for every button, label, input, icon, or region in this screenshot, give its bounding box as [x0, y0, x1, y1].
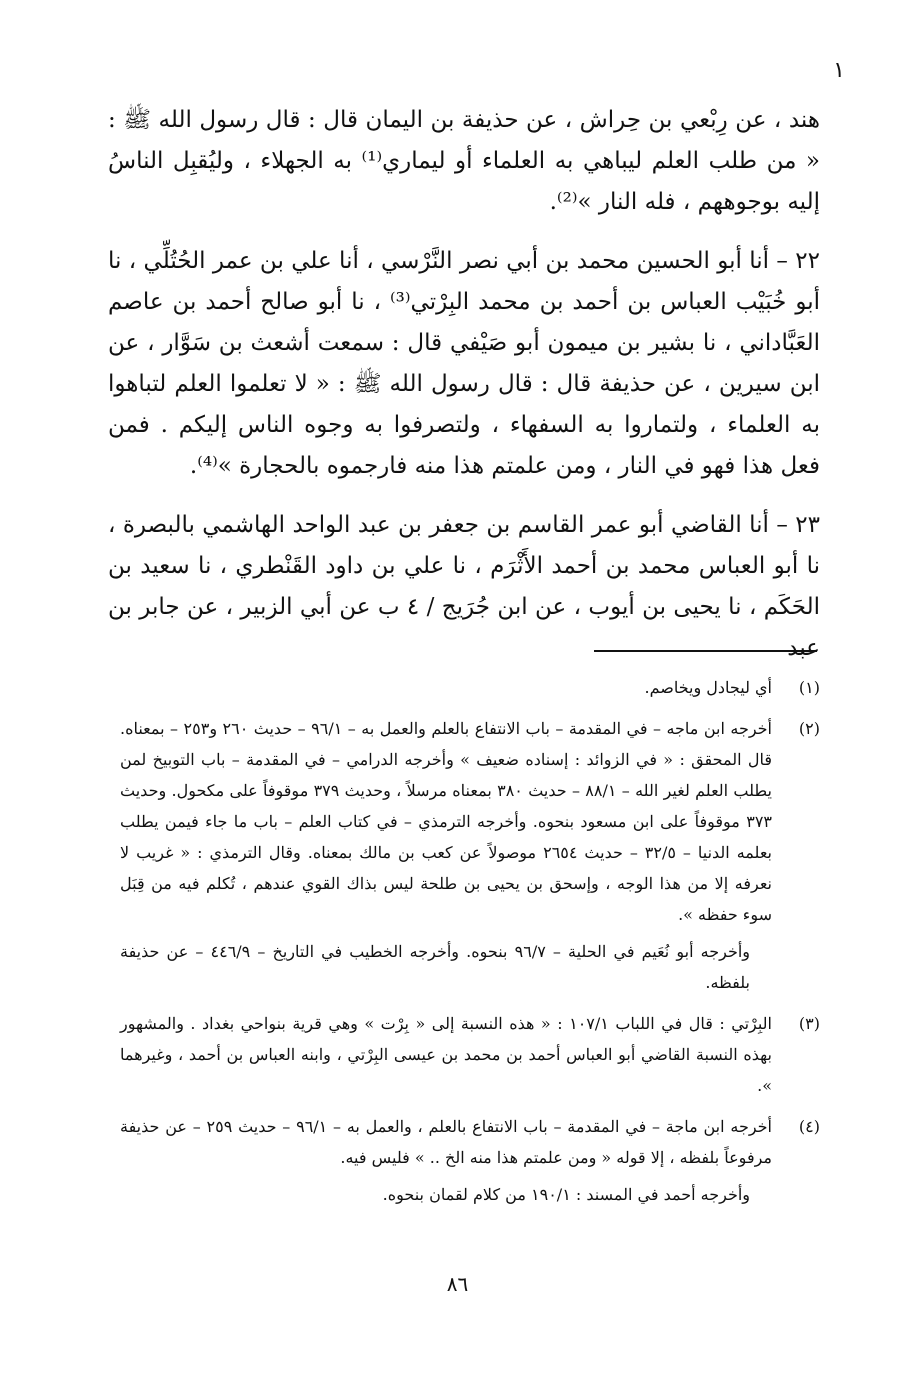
footnote-divider: [594, 650, 817, 652]
footnotes: [120, 672, 820, 1220]
footnote-extra: وأخرجه أحمد في المسند : ١٩٠/١ من كلام لقمان بنحوه.: [382, 1185, 750, 1204]
page-number: ٨٦: [446, 1272, 469, 1296]
footnote-2: [120, 713, 820, 998]
footnote-body: أخرجه ابن ماجة – في المقدمة – باب الانتفاع بالعلم ، والعمل به – ٩٦/١ – حديث ٢٥٩ – عن حذيفة مرفوعاً بلفظه ، إلا قوله « ومن علمتم هذا منه الخ .. » فليس فيه.: [120, 1117, 772, 1167]
paragraph-hadith-21-continuation: هند ، عن رِبْعي بن حِراش ، عن حذيفة بن اليمان قال : قال رسول الله ﷺ : « من طلب العلم ليباهي به العلماء أو ليماري⁽¹⁾ به الجهلاء ، وليُقبِل الناسُ إليه بوجوههم ، فله النار »⁽²⁾.: [108, 107, 820, 215]
paragraph-hadith-23: ٢٣ – أنا القاضي أبو عمر القاسم بن جعفر بن عبد الواحد الهاشمي بالبصرة ، نا أبو العباس محمد بن أحمد الأَثْرَم ، نا علي بن داود القَنْطري ، نا سعيد بن الحَكَم ، نا يحيى بن أيوب ، عن ابن جُرَيج / ٤ ب عن أبي الزبير ، عن جابر بن عبد: [108, 512, 820, 661]
paragraph-hadith-22: ٢٢ – أنا أبو الحسين محمد بن أبي نصر النَّرْسي ، أنا علي بن عمر الحُتُلِّي ، نا أبو خُبَيْب العباس بن أحمد بن محمد البِرْتي⁽³⁾ ، نا أبو صالح أحمد بن عاصم العَبَّاداني ، نا بشير بن ميمون أبو صَيْفي قال : سمعت أشعث بن سَوَّار ، عن ابن سيرين ، عن حذيفة قال : قال رسول الله ﷺ : « لا تعلموا العلم لتباهوا به العلماء ، ولتماروا به السفهاء ، ولتصرفوا به وجوه الناس إليكم . فمن فعل هذا فهو في النار ، ومن علمتم هذا منه فارجموه بالحجارة »⁽⁴⁾.: [108, 248, 820, 479]
footnote-body: أخرجه ابن ماجه – في المقدمة – باب الانتفاع بالعلم والعمل به – ٩٦/١ – حديث ٢٦٠ و٢٥٣ – بمعناه. قال المحقق : « في الزوائد : إسناده ضعيف » وأخرجه الدرامي – في المقدمة – باب التوبيخ لمن يطلب العلم لغير الله – ٨٨/١ – حديث ٣٨٠ بمعناه مرسلاً ، وحديث ٣٧٩ موقوفاً على مكحول. وحديث ٣٧٣ موقوفاً على ابن مسعود بنحوه. وأخرجه الترمذي – في كتاب العلم – باب ما جاء فيمن يطلب بعلمه الدنيا – ٣٢/٥ – حديث ٢٦٥٤ موصولاً عن كعب بن مالك بمعناه. وقال الترمذي : « غريب لا نعرفه إلا من هذا الوجه ، وإسحق بن يحيى بن طلحة ليس بذاك القوي عندهم ، تُكلم فيه من قِبَل سوء حفظه ».: [120, 719, 773, 924]
footnote-text: [120, 672, 772, 703]
main-text: [108, 100, 820, 687]
footnote-number: (٣): [798, 1014, 820, 1033]
footnote-1: [120, 672, 820, 703]
footnote-text: [120, 713, 772, 998]
corner-mark: ١: [833, 58, 845, 83]
footnote-number: (١): [798, 678, 820, 697]
footnote-body: البِرْتي : قال في اللباب ١٠٧/١ : « هذه النسبة إلى « بِرْت » وهي قرية بنواحي بغداد . والمشهور بهذه النسبة القاضي أبو العباس أحمد بن محمد بن عيسى البِرْتي ، وابنه العباس بن أحمد ، وغيرهما ».: [120, 1014, 773, 1095]
footnote-body: أي ليجادل ويخاصم.: [644, 678, 772, 697]
footnote-4: [120, 1111, 820, 1210]
footnote-text: [120, 1111, 772, 1210]
footnote-number: (٢): [798, 719, 820, 738]
footnote-extra: وأخرجه أبو نُعَيم في الحلية – ٩٦/٧ بنحوه. وأخرجه الخطيب في التاريخ – ٤٤٦/٩ – عن حذيفة بلفظه.: [120, 942, 751, 992]
footnote-text: [120, 1008, 772, 1101]
footnote-number: (٤): [798, 1117, 820, 1136]
footnote-3: [120, 1008, 820, 1101]
